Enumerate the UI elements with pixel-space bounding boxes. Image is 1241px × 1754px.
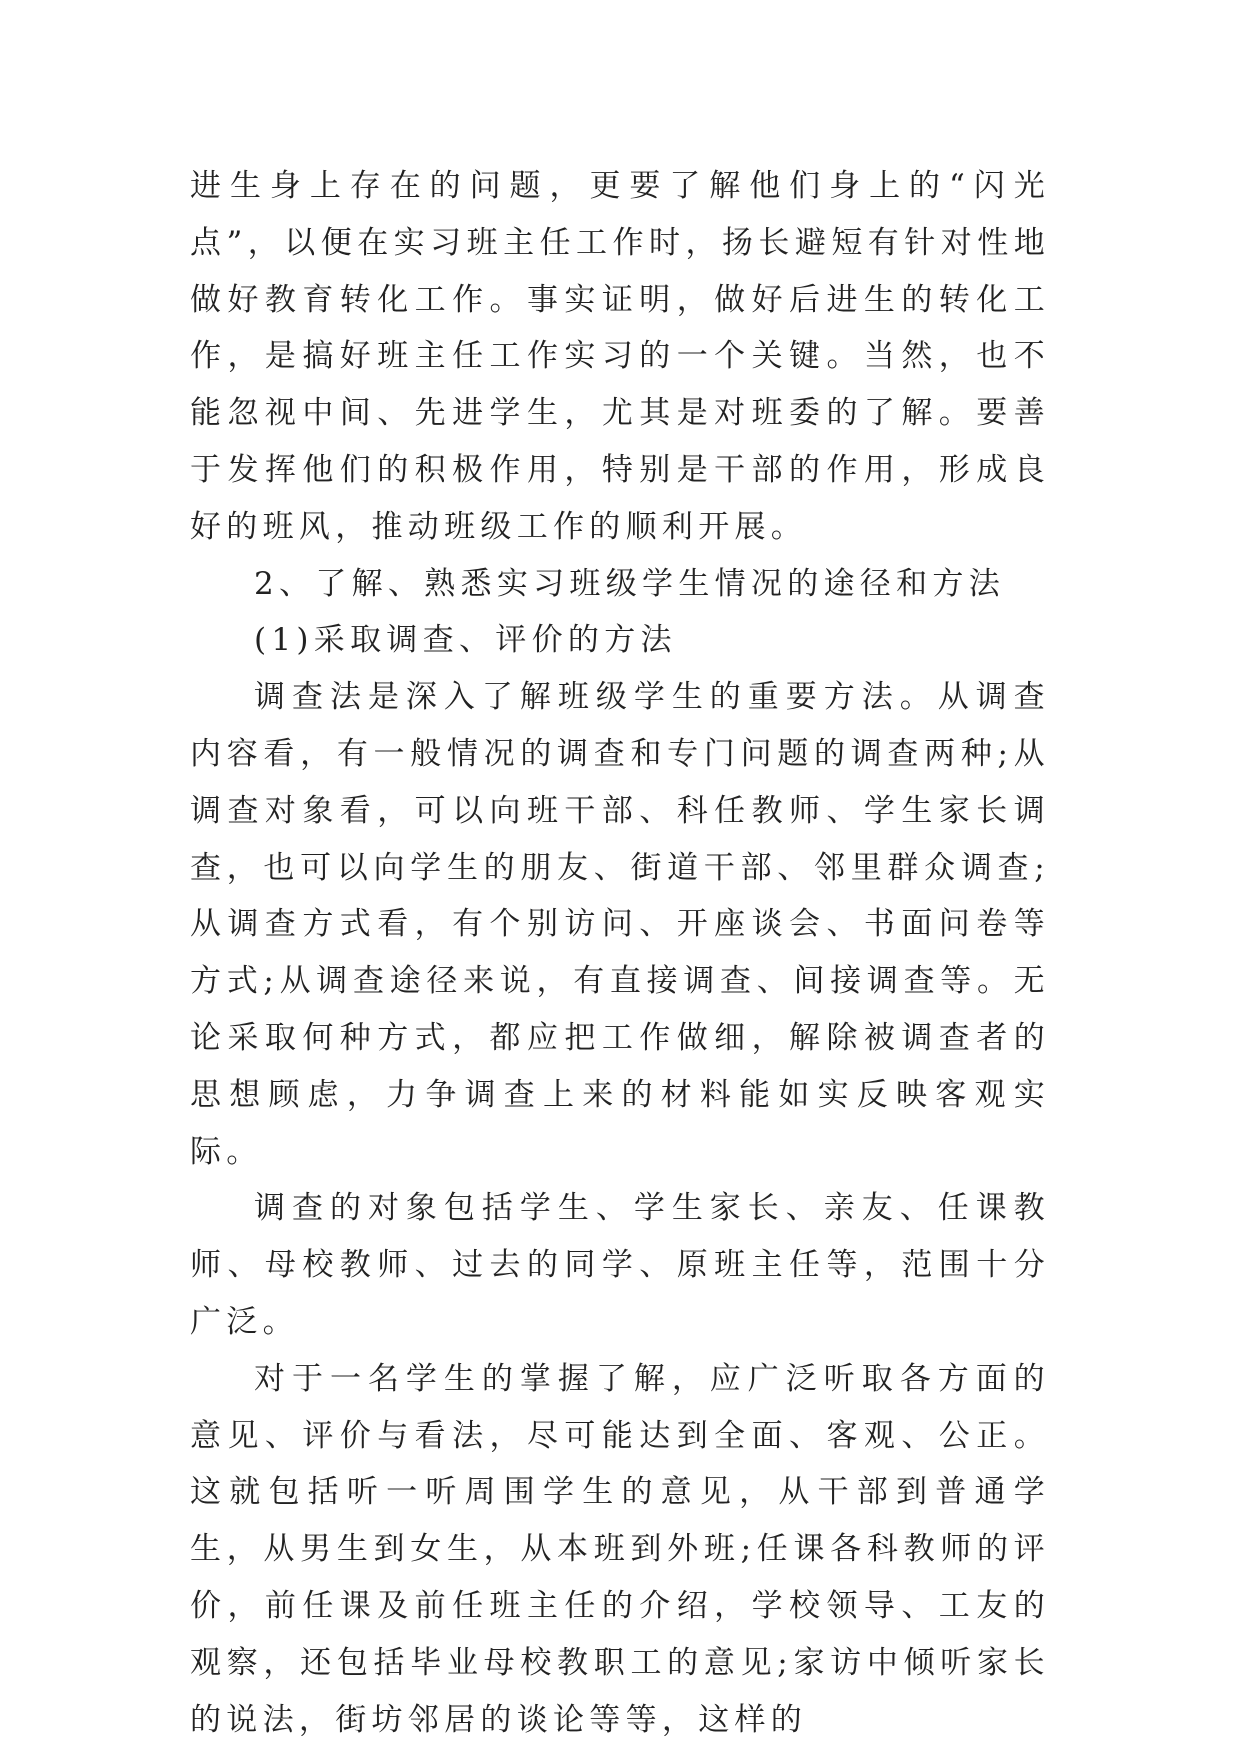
- paragraph-6: 对于一名学生的掌握了解，应广泛听取各方面的意见、评价与看法，尽可能达到全面、客观、公正。这就包括听一听周围学生的意见，从干部到普通学生，从男生到女生，从本班到外班;任课各科教师的评价，前任课及前任班主任的介绍，学校领导、工友的观察，还包括毕业母校教职工的意见;家访中倾听家长的说法，街坊邻居的谈论等等，这样的: [190, 1360, 1050, 1738]
- paragraph-4: 调查法是深入了解班级学生的重要方法。从调查内容看，有一般情况的调查和专门问题的调查两种;从调查对象看，可以向班干部、科任教师、学生家长调查，也可以向学生的朋友、街道干部、邻里群众调查;从调查方式看，有个别访问、开座谈会、书面问卷等方式;从调查途径来说，有直接调查、间接调查等。无论采取何种方式，都应把工作做细，解除被调查者的思想顾虑，力争调查上来的材料能如实反映客观实际。: [190, 679, 1050, 1170]
- paragraph-2-heading: 2、了解、熟悉实习班级学生情况的途径和方法: [254, 565, 1006, 602]
- paragraph-5: 调查的对象包括学生、学生家长、亲友、任课教师、母校教师、过去的同学、原班主任等，范围十分广泛。: [190, 1190, 1050, 1340]
- document-body: [190, 158, 1050, 1748]
- paragraph-3-subheading: (1)采取调查、评价的方法: [254, 622, 677, 659]
- paragraph-1: 进生身上存在的问题，更要了解他们身上的“闪光点”，以便在实习班主任工作时，扬长避短有针对性地做好教育转化工作。事实证明，做好后进生的转化工作，是搞好班主任工作实习的一个关键。当然，也不能忽视中间、先进学生，尤其是对班委的了解。要善于发挥他们的积极作用，特别是干部的作用，形成良好的班风，推动班级工作的顺利开展。: [190, 168, 1050, 545]
